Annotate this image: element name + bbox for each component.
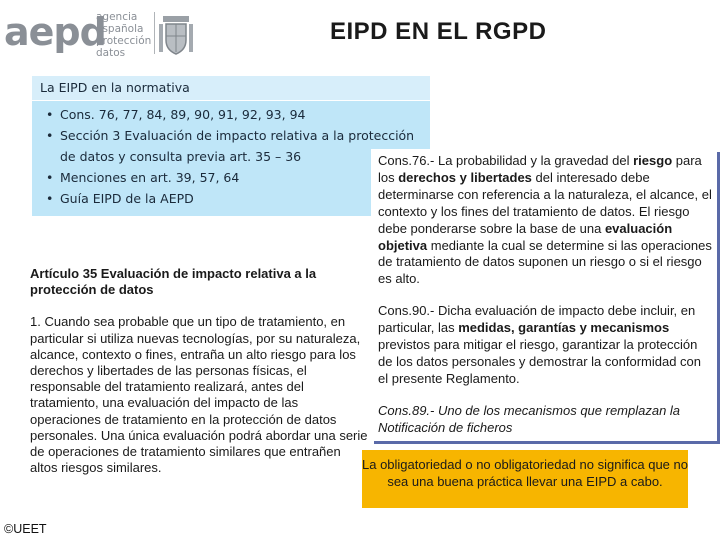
list-item: • Guía EIPD de la AEPD [46, 188, 426, 209]
page-title: EIPD EN EL RGPD [330, 18, 547, 45]
article-35-block [30, 266, 368, 476]
logo-divider [154, 12, 155, 54]
coat-of-arms-icon [159, 14, 193, 58]
note-text: La obligatoriedad o no obligatoriedad no significa que no sea una buena práctica llevar una EIPD a cabo. [362, 457, 688, 489]
list-item: • Cons. 76, 77, 84, 89, 90, 91, 92, 93, 94 [46, 104, 426, 125]
considerandos-box [371, 149, 717, 441]
considerando-76: Cons.76.- La probabilidad y la gravedad del riesgo para los derechos y libertades del interesado debe determinarse con referencia a la naturaleza, el alcance, el contexto y los fines del tratamiento de datos. El riesgo debe ponderarse sobre la base de una evaluación objetiva mediante la cual se determine si las operaciones de tratamiento de datos suponen un riesgo o si el riesgo es alto. [378, 153, 712, 287]
normativa-heading: La EIPD en la normativa [40, 80, 190, 95]
considerando-90: Cons.90.- Dicha evaluación de impacto debe incluir, en particular, las medidas, garantías y mecanismos previstos para mitigar el riesgo, garantizar la protección de los datos personales y demostrar la conformidad con el presente Reglamento. [378, 303, 702, 386]
logo-text [96, 11, 151, 59]
logo-line: agencia [96, 11, 138, 23]
logo-line: española [96, 23, 144, 35]
considerando-89: Cons.89.- Uno de los mecanismos que remplazan la Notificación de ficheros [378, 403, 681, 435]
footer-copyright: ©UEET [4, 522, 47, 536]
aepd-logo [4, 8, 194, 58]
logo-wordmark: aepd [4, 10, 106, 54]
logo-line: datos [96, 47, 126, 59]
normativa-list [46, 104, 426, 209]
list-item: • Menciones en art. 39, 57, 64 [46, 167, 426, 188]
logo-line: protección [96, 35, 152, 47]
list-item: • Sección 3 Evaluación de impacto relativa a la protección de datos y consulta previa art. 35 – 36 [46, 125, 426, 167]
note-box [362, 450, 688, 508]
article-title: Artículo 35 Evaluación de impacto relativa a la protección de datos [30, 266, 317, 298]
article-body: 1. Cuando sea probable que un tipo de tratamiento, en particular si utiliza nuevas tecnologías, por su naturaleza, alcance, contexto o fines, entraña un alto riesgo para los derechos y libertades de las personas físicas, el responsable del tratamiento realizará, antes del tratamiento, una evaluación del impacto de las operaciones de tratamiento en la protección de datos personales. Una única evaluación podrá abordar una serie de operaciones de tratamiento similares que entrañen altos riesgos similares. [30, 314, 368, 476]
